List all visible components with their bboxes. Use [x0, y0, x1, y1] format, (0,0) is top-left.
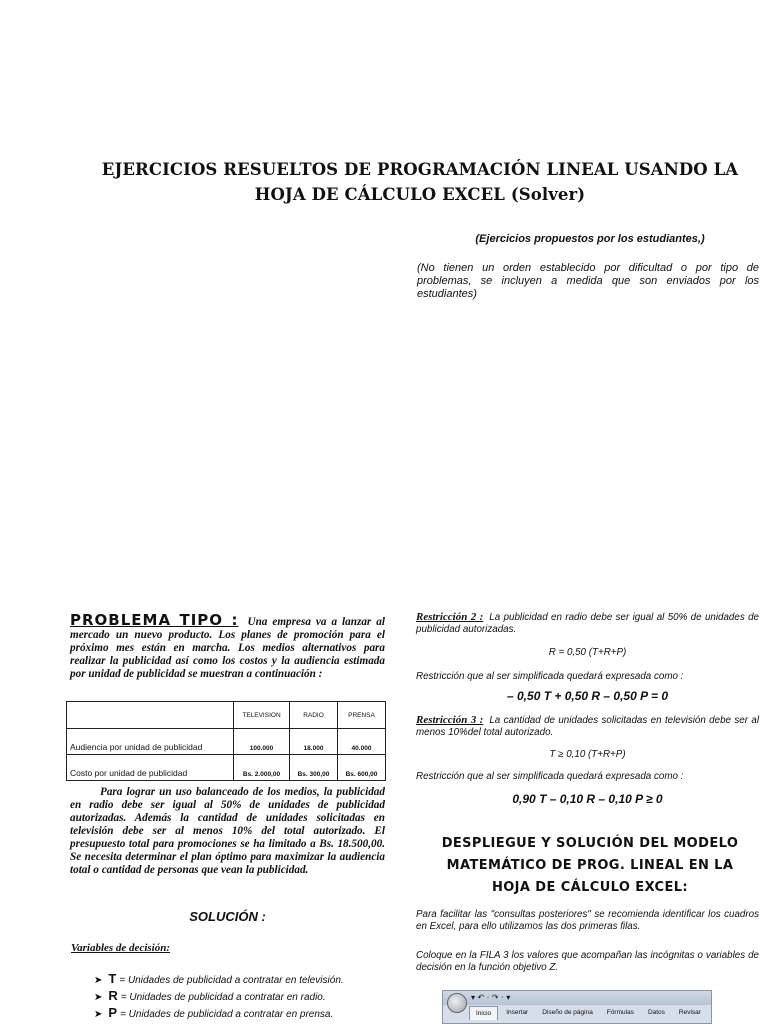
- subtitle-proposed: (Ejercicios propuestos por los estudiantes,): [475, 233, 705, 245]
- table-cell: Bs. 300,00: [290, 755, 338, 781]
- table-cell: 18.000: [290, 729, 338, 755]
- variable-letter: P: [108, 1005, 118, 1020]
- restriction-3-label: Restricción 3 :: [416, 714, 484, 726]
- problem-body: Para lograr un uso balanceado de los medios, la publicidad en radio debe ser igual al 50% de unidades de publicidad autorizadas. Además la cantidad de unidades solicitadas en televisión debe ser al menos 10% del total autorizado. El presupuesto total para promociones se ha limitado a Bs. 18.500,00. Se necesita determinar el plan óptimo para maximizar la audiencia total o cantidad de personas que vean la publicidad.: [70, 786, 385, 876]
- restriction-2-label: Restricción 2 :: [416, 611, 484, 623]
- tab-formulas: Fórmulas: [606, 1009, 634, 1016]
- document-title: [60, 157, 768, 207]
- deploy-heading-line-1: DESPLIEGUE Y SOLUCIÓN DEL MODELO: [441, 836, 739, 851]
- table-header-cell: PRENSA: [337, 702, 385, 729]
- table-cell: Bs. 600,00: [337, 755, 385, 781]
- variable-description: = Unidades de publicidad a contratar en radio.: [120, 992, 326, 1003]
- tab-inicio: Inicio: [469, 1006, 498, 1020]
- deploy-heading: [410, 833, 768, 899]
- excel-ribbon-screenshot: [442, 990, 712, 1024]
- restriction-3-text: La cantidad de unidades solicitadas en televisión debe ser al menos 10%del total autorizado.: [416, 715, 759, 738]
- tab-revisar: Revisar: [678, 1009, 701, 1016]
- variable-letter: R: [108, 988, 118, 1003]
- decision-variables-label: Variables de decisión: [71, 942, 167, 954]
- restriction-2-text: La publicidad en radio debe ser igual al 50% de unidades de publicidad autorizadas.: [416, 612, 759, 635]
- title-line-2: HOJA DE CÁLCULO EXCEL (Solver): [254, 185, 586, 204]
- problem-intro-text: Una empresa va a lanzar al mercado un nuevo producto. Los planes de promoción para el próximo mes están en marcha. Los medios alternativos para realizar la publicidad así como los costos y la audiencia estimada por unidad de publicidad se muestran a continuación :: [70, 616, 385, 680]
- title-line-1: EJERCICIOS RESUELTOS DE PROGRAMACIÓN LINEAL USANDO LA: [101, 160, 739, 179]
- table-header-cell: TELEVISION: [234, 702, 290, 729]
- arrow-bullet-icon: ➤: [94, 975, 103, 986]
- restriction-3: [416, 714, 759, 739]
- office-button-icon: [447, 993, 467, 1013]
- solution-heading: SOLUCIÓN :: [189, 909, 266, 924]
- decision-variables-list: [94, 970, 344, 1021]
- restriction-2-equation: – 0,50 T + 0,50 R – 0,50 P = 0: [507, 689, 668, 703]
- restriction-3-equation: 0,90 T – 0,10 R – 0,10 P ≥ 0: [512, 792, 663, 806]
- problem-heading: PROBLEMA TIPO :: [70, 611, 239, 629]
- problem-intro: [70, 611, 385, 681]
- table-row: [67, 729, 386, 755]
- decision-variables-colon: :: [166, 942, 171, 954]
- arrow-bullet-icon: ➤: [94, 1009, 103, 1020]
- quick-access-toolbar: ▾ ↶ · ↷ · ▾: [471, 993, 511, 1002]
- list-item: [94, 970, 344, 987]
- excel-ribbon-tabs: [469, 1006, 707, 1020]
- table-header-cell: [67, 702, 234, 729]
- table-cell: Audiencia por unidad de publicidad: [67, 729, 234, 755]
- restriction-2: [416, 611, 759, 636]
- restriction-3-formula: T ≥ 0,10 (T+R+P): [549, 749, 626, 760]
- tab-datos: Datos: [647, 1009, 665, 1016]
- tab-insertar: Insertar: [506, 1009, 529, 1016]
- list-item: [94, 1004, 344, 1021]
- table-cell: 100.000: [234, 729, 290, 755]
- table-cell: Costo por unidad de publicidad: [67, 755, 234, 781]
- list-item: [94, 987, 344, 1004]
- simplified-note-2: Restricción que al ser simplificada quedará expresada como :: [416, 771, 684, 782]
- arrow-bullet-icon: ➤: [94, 992, 103, 1003]
- table-header-row: [67, 702, 386, 729]
- deploy-paragraph-1: Para facilitar las "consultas posteriores" se recomienda identificar los cuadros en Excel, para ello utilizamos las dos primeras filas.: [416, 909, 759, 932]
- variable-description: = Unidades de publicidad a contratar en prensa.: [120, 1009, 334, 1020]
- decision-variables-heading: [71, 942, 170, 954]
- variable-description: = Unidades de publicidad a contratar en televisión.: [119, 975, 344, 986]
- variable-letter: T: [108, 971, 117, 986]
- deploy-heading-line-3: HOJA DE CÁLCULO EXCEL:: [491, 880, 689, 895]
- table-header-cell: RADIO: [290, 702, 338, 729]
- restriction-2-formula: R = 0,50 (T+R+P): [548, 647, 627, 658]
- simplified-note-1: Restricción que al ser simplificada quedará expresada como :: [416, 671, 684, 682]
- subtitle-order-note: (No tienen un orden establecido por dificultad o por tipo de problemas, se incluyen a medida que son enviados por los estudiantes): [417, 262, 759, 300]
- deploy-paragraph-2: Coloque en la FILA 3 los valores que acompañan las incógnitas o variables de decisión en la función objetivo Z.: [416, 950, 759, 973]
- table-cell: 40.000: [337, 729, 385, 755]
- deploy-heading-line-2: MATEMÁTICO DE PROG. LINEAL EN LA: [446, 858, 734, 873]
- table-row: [67, 755, 386, 781]
- table-cell: Bs. 2.000,00: [234, 755, 290, 781]
- media-table: [66, 701, 386, 781]
- tab-diseno-pagina: Diseño de página: [542, 1009, 593, 1016]
